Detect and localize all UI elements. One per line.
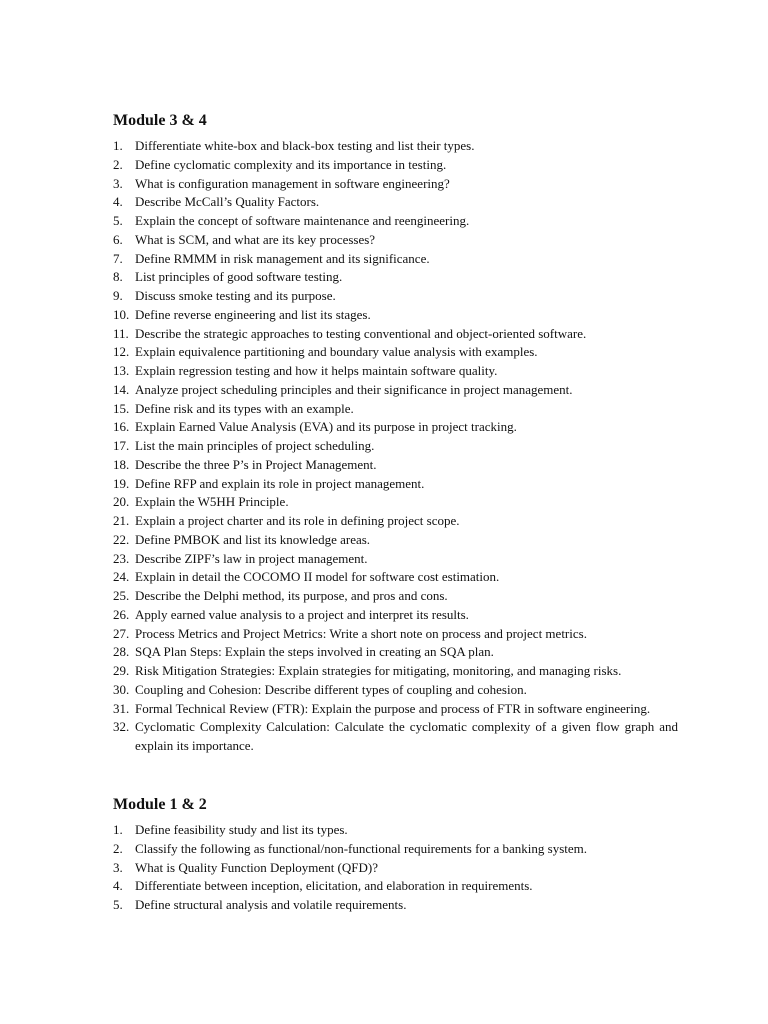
question-number: 22. (113, 531, 130, 547)
question-item (113, 587, 678, 606)
question-item (113, 362, 678, 381)
question-text: Explain Earned Value Analysis (EVA) and its purpose in project tracking. (135, 419, 517, 435)
question-number: 19. (113, 475, 130, 491)
question-number: 7. (113, 250, 123, 266)
question-item (113, 840, 678, 859)
question-number: 10. (113, 306, 130, 322)
question-text: Explain a project charter and its role in defining project scope. (135, 513, 460, 528)
question-item (113, 456, 678, 475)
question-number: 32. (113, 719, 130, 735)
question-text: What is configuration management in software engineering? (135, 175, 450, 191)
question-item (113, 512, 678, 531)
question-text: Define risk and its types with an example. (135, 400, 354, 416)
question-item (113, 137, 678, 156)
question-text: SQA Plan Steps: Explain the steps involved in creating an SQA plan. (135, 644, 494, 660)
question-number: 15. (113, 400, 130, 416)
question-list (113, 821, 678, 915)
question-number: 21. (113, 513, 130, 528)
question-text: Explain equivalence partitioning and boundary value analysis with examples. (135, 344, 538, 360)
question-number: 23. (113, 550, 130, 566)
question-item (113, 212, 678, 231)
question-number: 5. (113, 213, 123, 228)
question-number: 29. (113, 663, 130, 678)
question-number: 9. (113, 288, 123, 303)
question-text: Process Metrics and Project Metrics: Write a short note on process and project metrics. (135, 625, 587, 641)
question-text: Describe the Delphi method, its purpose, and pros and cons. (135, 588, 448, 603)
question-text: Define cyclomatic complexity and its importance in testing. (135, 156, 447, 172)
question-number: 4. (113, 194, 123, 210)
question-number: 3. (113, 175, 123, 191)
question-text: Define feasibility study and list its types. (135, 822, 348, 837)
question-text: Explain in detail the COCOMO II model for software cost estimation. (135, 569, 500, 585)
question-item (113, 718, 678, 756)
question-text: Analyze project scheduling principles and their significance in project management. (135, 381, 573, 397)
question-item (113, 418, 678, 437)
question-text: Describe McCall’s Quality Factors. (135, 194, 320, 210)
question-number: 30. (113, 681, 130, 697)
question-text: Classify the following as functional/non-functional requirements for a banking system. (135, 840, 588, 856)
question-item (113, 568, 678, 587)
question-number: 24. (113, 569, 130, 585)
question-text: Explain the concept of software maintenance and reengineering. (135, 213, 470, 228)
question-number: 20. (113, 494, 130, 510)
question-text: Explain the W5HH Principle. (135, 494, 289, 510)
question-item (113, 175, 678, 194)
question-text: Explain regression testing and how it helps maintain software quality. (135, 363, 498, 378)
question-number: 13. (113, 363, 130, 378)
question-item (113, 896, 678, 915)
question-number: 28. (113, 644, 130, 660)
question-number: 31. (113, 700, 130, 716)
question-text: Apply earned value analysis to a project and interpret its results. (135, 606, 469, 622)
question-text: Define reverse engineering and list its stages. (135, 306, 371, 322)
question-number: 16. (113, 419, 130, 435)
question-item (113, 606, 678, 625)
question-number: 1. (113, 822, 123, 837)
question-item (113, 625, 678, 644)
question-text: Differentiate white-box and black-box testing and list their types. (135, 138, 475, 153)
question-number: 17. (113, 438, 130, 453)
question-number: 18. (113, 456, 130, 472)
question-item (113, 475, 678, 494)
question-item (113, 231, 678, 250)
question-text: Cyclomatic Complexity Calculation: Calculate the cyclomatic complexity of a given flow graph and explain its importance. (135, 719, 678, 753)
question-item (113, 531, 678, 550)
question-text: Describe ZIPF’s law in project management. (135, 550, 368, 566)
question-item (113, 859, 678, 878)
question-text: Discuss smoke testing and its purpose. (135, 288, 336, 303)
question-item (113, 662, 678, 681)
question-text: Differentiate between inception, elicitation, and elaboration in requirements. (135, 878, 533, 894)
question-number: 12. (113, 344, 130, 360)
question-list (113, 137, 678, 756)
question-number: 4. (113, 878, 123, 894)
question-item (113, 381, 678, 400)
question-text: Define structural analysis and volatile requirements. (135, 897, 407, 912)
question-item (113, 877, 678, 896)
question-number: 1. (113, 138, 123, 153)
question-text: Formal Technical Review (FTR): Explain the purpose and process of FTR in software engineering. (135, 700, 651, 716)
question-number: 3. (113, 859, 123, 875)
question-number: 25. (113, 588, 130, 603)
question-number: 5. (113, 897, 123, 912)
question-item (113, 268, 678, 287)
question-item (113, 193, 678, 212)
question-item (113, 437, 678, 456)
question-item (113, 325, 678, 344)
question-text: Describe the strategic approaches to testing conventional and object-oriented software. (135, 325, 587, 341)
question-item (113, 550, 678, 569)
question-number: 27. (113, 625, 130, 641)
question-text: Describe the three P’s in Project Management. (135, 456, 377, 472)
section-heading: Module 3 & 4 (113, 112, 207, 129)
question-item (113, 493, 678, 512)
question-number: 26. (113, 606, 130, 622)
module-section (113, 795, 678, 915)
question-item (113, 306, 678, 325)
module-section (113, 111, 678, 756)
question-text: Define RMMM in risk management and its significance. (135, 250, 430, 266)
question-text: Define RFP and explain its role in project management. (135, 475, 425, 491)
question-item (113, 287, 678, 306)
question-number: 2. (113, 840, 123, 856)
question-number: 14. (113, 381, 130, 397)
question-text: Coupling and Cohesion: Describe different types of coupling and cohesion. (135, 681, 527, 697)
question-item (113, 821, 678, 840)
question-number: 11. (113, 325, 129, 341)
question-text: What is Quality Function Deployment (QFD)? (135, 859, 378, 875)
question-number: 8. (113, 269, 123, 285)
section-heading: Module 1 & 2 (113, 796, 207, 813)
question-item (113, 400, 678, 419)
question-number: 6. (113, 231, 123, 247)
question-item (113, 156, 678, 175)
question-text: List principles of good software testing. (135, 269, 343, 285)
question-item (113, 681, 678, 700)
question-item (113, 343, 678, 362)
question-number: 2. (113, 156, 123, 172)
question-text: Risk Mitigation Strategies: Explain strategies for mitigating, monitoring, and managing risks. (135, 663, 622, 678)
question-item (113, 643, 678, 662)
question-item (113, 250, 678, 269)
question-item (113, 700, 678, 719)
question-text: List the main principles of project scheduling. (135, 438, 375, 453)
question-text: What is SCM, and what are its key processes? (135, 231, 376, 247)
question-text: Define PMBOK and list its knowledge areas. (135, 531, 371, 547)
